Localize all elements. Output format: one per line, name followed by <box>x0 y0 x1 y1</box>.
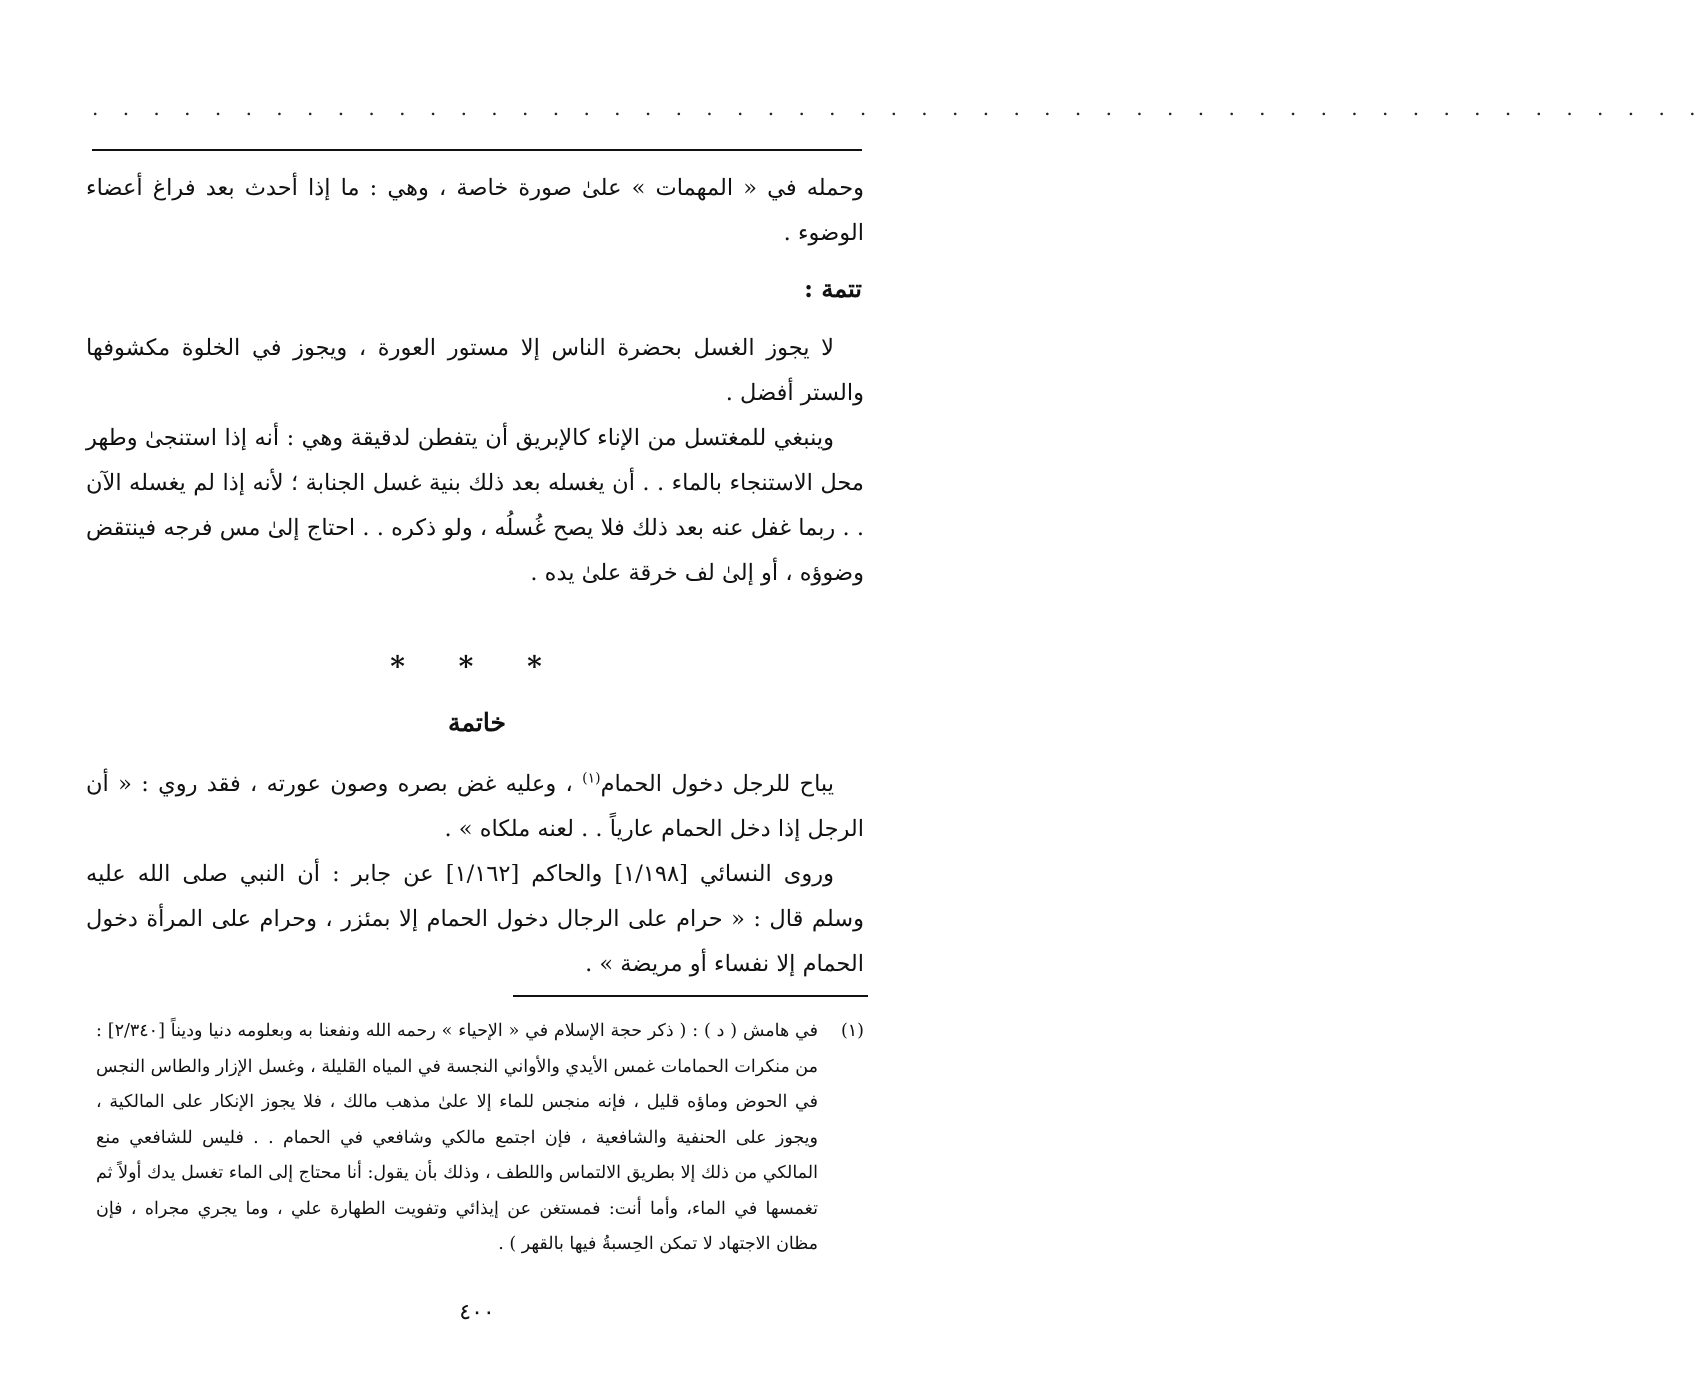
paragraph-text: وينبغي للمغتسل من الإناء كالإبريق أن يتفطن لدقيقة وهي : أنه إذا استنجىٰ وطهر محل الاستنجاء بالماء . . أن يغسله بعد ذلك بنية غسل الجنابة ؛ لأنه إذا لم يغسله الآن . . ربما غفل عنه بعد ذلك فلا يصح غُسلُه ، ولو ذكره . . احتاج إلىٰ مس فرجه فينتقض وضوؤه ، أو إلىٰ لف خرقة علىٰ يده . <box>86 425 864 586</box>
section-khatima-body <box>86 762 864 987</box>
continuation-dots: . . . . . . . . . . . . . . . . . . . . . . . . . . . . . . . . . . . . . . . . . . . . . . . . . . . . . <box>92 96 1705 120</box>
footnote-text: في هامش ( د ) : ( ذكر حجة الإسلام في « الإحياء » رحمه الله ونفعنا به وبعلومه دنيا وديناً [٢/٣٤٠] : من منكرات الحمامات غمس الأيدي والأواني النجسة في المياه القليلة ، وغسل الإزار والطاس النجس في الحوض وماؤه قليل ، فإنه منجس للماء إلا علىٰ مذهب مالك ، فلا يجوز الإنكار على المالكية ، ويجوز على الحنفية والشافعية ، فإن اجتمع مالكي وشافعي في الحمام . . فليس للشافعي منع المالكي من ذلك إلا بطريق الالتماس واللطف ، وذلك بأن يقول: أنا محتاج إلى الماء تغسل يدك أولاً ثم تغمسها في الماء، وأما أنت: فمستغن عن إيذائي وتفويت الطهارة علي ، وما يجري مجراه ، فإن مظان الاجتهاد لا تمكن الحِسبةُ فيها بالقهر ) . <box>96 1021 818 1254</box>
paragraph-text: وروى النسائي [١/١٩٨] والحاكم [١/١٦٢] عن جابر : أن النبي صلى الله عليه وسلم قال : « حرام على الرجال دخول الحمام إلا بمئزر ، وحرام على المرأة دخول الحمام إلا نفساء أو مريضة » . <box>86 861 864 977</box>
section-heading-tatimma: تتمة : <box>804 274 862 303</box>
footnote-rule <box>513 995 868 997</box>
section-tatimma-body <box>86 326 864 596</box>
section-separator: * * * <box>390 650 564 683</box>
paragraph-text: وحمله في « المهمات » علىٰ صورة خاصة ، وهي : ما إذا أحدث بعد فراغ أعضاء الوضوء . <box>86 175 864 246</box>
footnote-marker: (١) <box>840 1021 864 1041</box>
text-run: يباح للرجل دخول الحمام <box>600 771 834 797</box>
paragraph-text: لا يجوز الغسل بحضرة الناس إلا مستور العورة ، ويجوز في الخلوة مكشوفها والستر أفضل . <box>86 335 864 406</box>
footnote-reference: (١) <box>582 770 601 787</box>
header-rule <box>92 149 862 151</box>
paragraph-continuation <box>86 166 864 256</box>
section-heading-khatima: خاتمة <box>448 708 506 737</box>
page-number: ٤٠٠ <box>459 1300 495 1325</box>
text-run: ، وعليه غض بصره وصون عورته ، فقد روي : « أن الرجل إذا دخل الحمام عارياً . . لعنه ملكاه » . <box>86 771 864 842</box>
paragraph-text <box>86 762 864 852</box>
footnote <box>96 1014 864 1263</box>
